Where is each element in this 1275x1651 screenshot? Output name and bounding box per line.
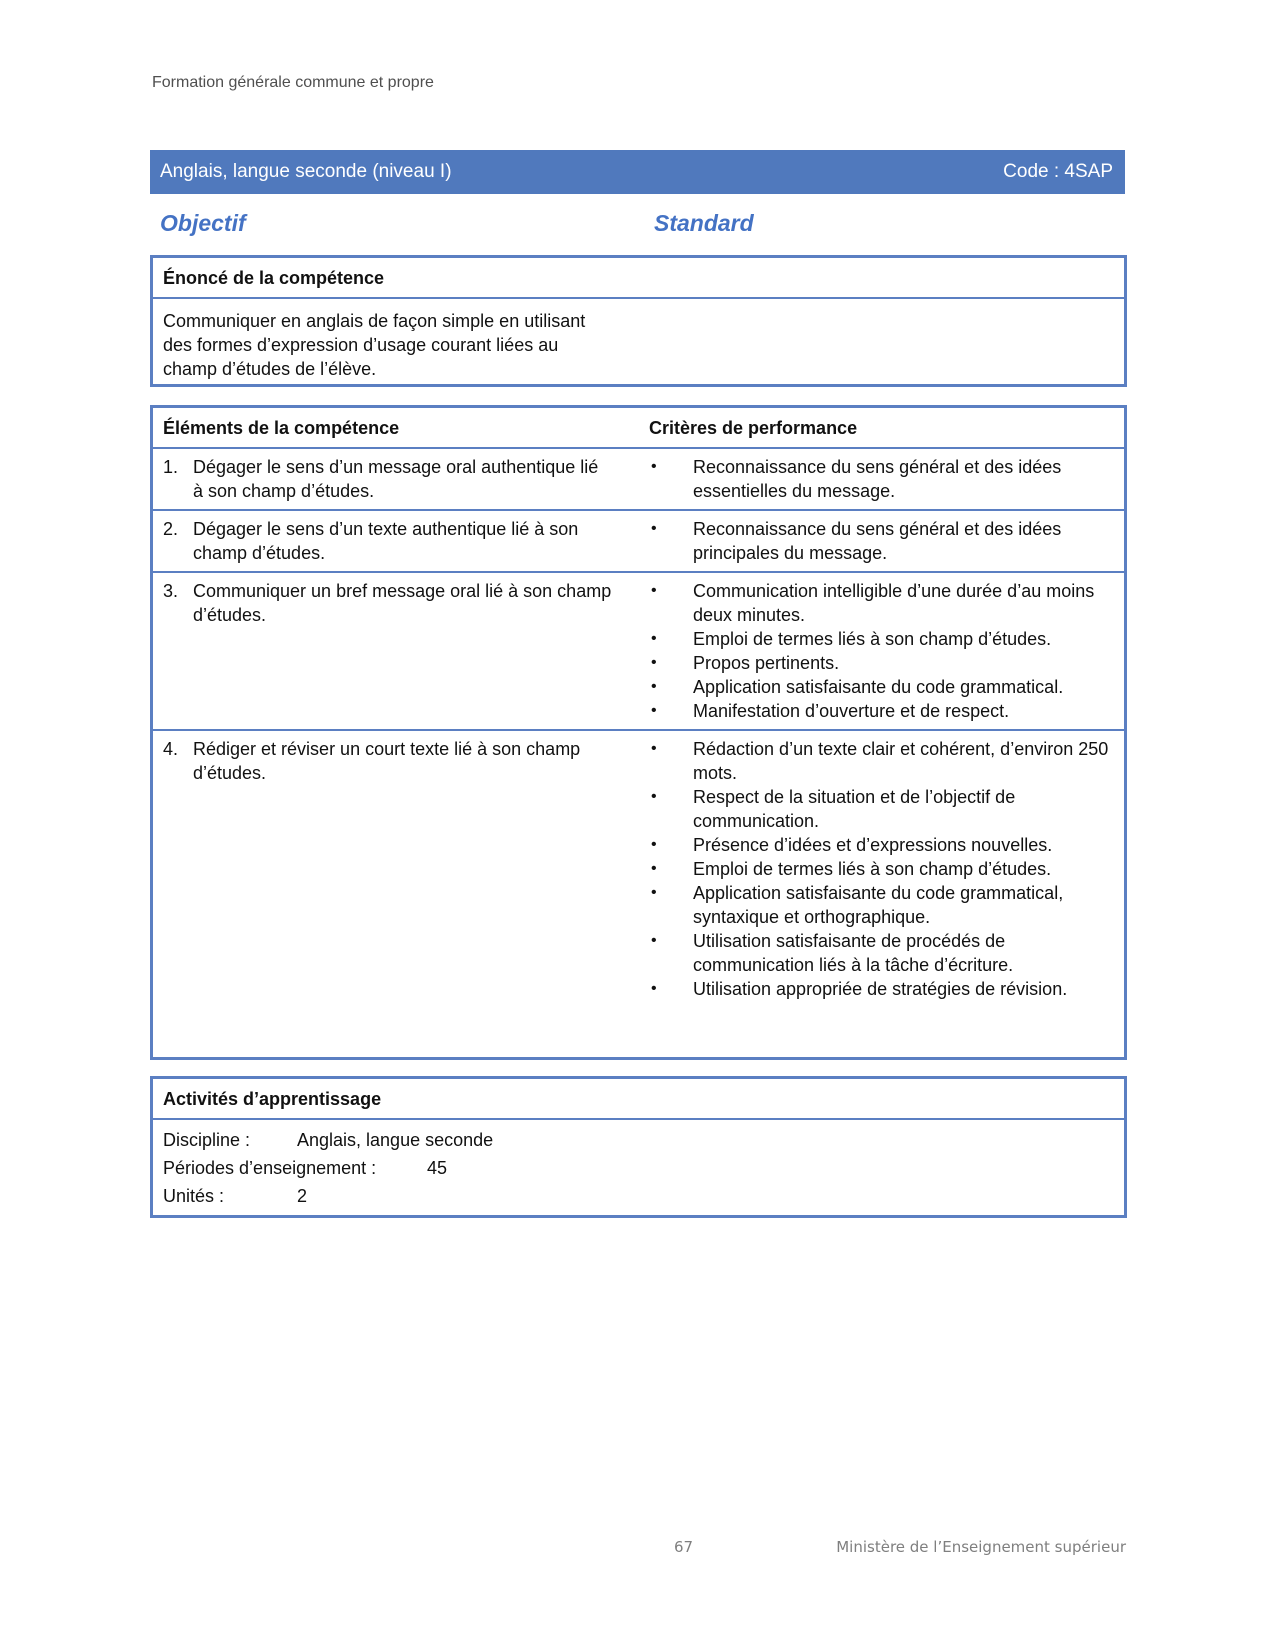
bullet-icon: • <box>651 788 657 805</box>
criterion-text: Communication intelligible d’une durée d’au moins deux minutes. <box>693 581 1095 625</box>
element-number: 3. <box>163 581 179 601</box>
list-item <box>649 517 1114 565</box>
criteria-list <box>649 455 1114 503</box>
criterion-text: Emploi de termes liés à son champ d’études. <box>693 629 1052 649</box>
criterion-text: Manifestation d’ouverture et de respect. <box>693 701 1010 721</box>
criterion-text: Reconnaissance du sens général et des idées essentielles du message. <box>693 457 1062 501</box>
criteria-list <box>649 579 1114 723</box>
page-number: 67 <box>674 1538 694 1556</box>
element-cell <box>163 737 649 1001</box>
list-item <box>649 579 1114 627</box>
enonce-text: Communiquer en anglais de façon simple en utilisant des formes d’expression d’usage courant liées au champ d’études de l’élève. <box>163 311 586 379</box>
bullet-icon: • <box>651 702 657 719</box>
bullet-icon: • <box>651 654 657 671</box>
periodes-line <box>163 1154 1114 1182</box>
ministry-name: Ministère de l’Enseignement supérieur <box>836 1538 1126 1556</box>
elements-rows <box>153 449 1124 1007</box>
standard-label: Standard <box>654 210 754 236</box>
elements-table <box>150 405 1127 1060</box>
bullet-icon: • <box>651 836 657 853</box>
bullet-icon: • <box>651 860 657 877</box>
page-footer <box>674 1538 1126 1556</box>
unites-line <box>163 1182 1114 1210</box>
element-number: 2. <box>163 519 179 539</box>
list-item <box>649 737 1114 785</box>
element-text: Dégager le sens d’un message oral authentique lié à son champ d’études. <box>193 457 599 501</box>
criterion-text: Présence d’idées et d’expressions nouvelles. <box>693 835 1053 855</box>
criteria-cell <box>649 737 1114 1001</box>
periodes-value: 45 <box>427 1158 448 1178</box>
table-row <box>153 573 1124 731</box>
criterion-text: Utilisation satisfaisante de procédés de communication liés à la tâche d’écriture. <box>693 931 1014 975</box>
periodes-label: Périodes d’enseignement : <box>163 1158 377 1178</box>
criterion-text: Reconnaissance du sens général et des idées principales du message. <box>693 519 1062 563</box>
element-number: 1. <box>163 457 179 477</box>
bullet-icon: • <box>651 630 657 647</box>
unites-label: Unités : <box>163 1186 225 1206</box>
criteria-cell <box>649 455 1114 503</box>
bullet-icon: • <box>651 458 657 475</box>
elements-heading: Éléments de la compétence <box>163 418 400 438</box>
list-item <box>649 929 1114 977</box>
activites-box <box>150 1076 1127 1218</box>
activites-body <box>153 1120 1124 1216</box>
list-item <box>649 785 1114 833</box>
criterion-text: Rédaction d’un texte clair et cohérent, d’environ 250 mots. <box>693 739 1109 783</box>
elements-table-header <box>153 408 1124 449</box>
list-item <box>649 651 1114 675</box>
criterion-text: Emploi de termes liés à son champ d’études. <box>693 859 1052 879</box>
element-cell <box>163 517 649 565</box>
element-text: Dégager le sens d’un texte authentique lié à son champ d’études. <box>193 519 579 563</box>
table-row <box>153 449 1124 511</box>
bullet-icon: • <box>651 980 657 997</box>
enonce-heading: Énoncé de la compétence <box>153 258 1124 299</box>
criteria-cell <box>649 517 1114 565</box>
enonce-box <box>150 255 1127 387</box>
criteres-heading: Critères de performance <box>649 418 858 438</box>
list-item <box>649 977 1114 1001</box>
list-item <box>649 699 1114 723</box>
criterion-text: Application satisfaisante du code grammatical, syntaxique et orthographique. <box>693 883 1064 927</box>
element-number: 4. <box>163 739 179 759</box>
table-row <box>153 511 1124 573</box>
criteria-cell <box>649 579 1114 723</box>
list-item <box>649 857 1114 881</box>
element-text: Rédiger et réviser un court texte lié à son champ d’études. <box>193 739 581 783</box>
element-text: Communiquer un bref message oral lié à son champ d’études. <box>193 581 612 625</box>
running-header: Formation générale commune et propre <box>152 74 434 91</box>
element-cell <box>163 455 649 503</box>
criterion-text: Propos pertinents. <box>693 653 840 673</box>
objective-standard-row <box>160 210 800 237</box>
table-row <box>153 731 1124 1007</box>
discipline-label: Discipline : <box>163 1130 251 1150</box>
course-title: Anglais, langue seconde (niveau I) <box>160 161 452 182</box>
bullet-icon: • <box>651 678 657 695</box>
course-code: Code : 4SAP <box>1003 161 1113 182</box>
bullet-icon: • <box>651 884 657 901</box>
list-item <box>649 455 1114 503</box>
course-title-bar <box>150 150 1125 194</box>
bullet-icon: • <box>651 520 657 537</box>
criteria-list <box>649 737 1114 1001</box>
unites-value: 2 <box>297 1186 308 1206</box>
list-item <box>649 881 1114 929</box>
criterion-text: Application satisfaisante du code grammatical. <box>693 677 1064 697</box>
list-item <box>649 627 1114 651</box>
criteria-list <box>649 517 1114 565</box>
activites-heading: Activités d’apprentissage <box>153 1079 1124 1120</box>
bullet-icon: • <box>651 740 657 757</box>
discipline-line <box>163 1126 1114 1154</box>
element-cell <box>163 579 649 723</box>
objectif-label: Objectif <box>160 210 246 236</box>
criterion-text: Respect de la situation et de l’objectif de communication. <box>693 787 1016 831</box>
bullet-icon: • <box>651 582 657 599</box>
list-item <box>649 675 1114 699</box>
list-item <box>649 833 1114 857</box>
bullet-icon: • <box>651 932 657 949</box>
criterion-text: Utilisation appropriée de stratégies de révision. <box>693 979 1068 999</box>
discipline-value: Anglais, langue seconde <box>297 1130 494 1150</box>
